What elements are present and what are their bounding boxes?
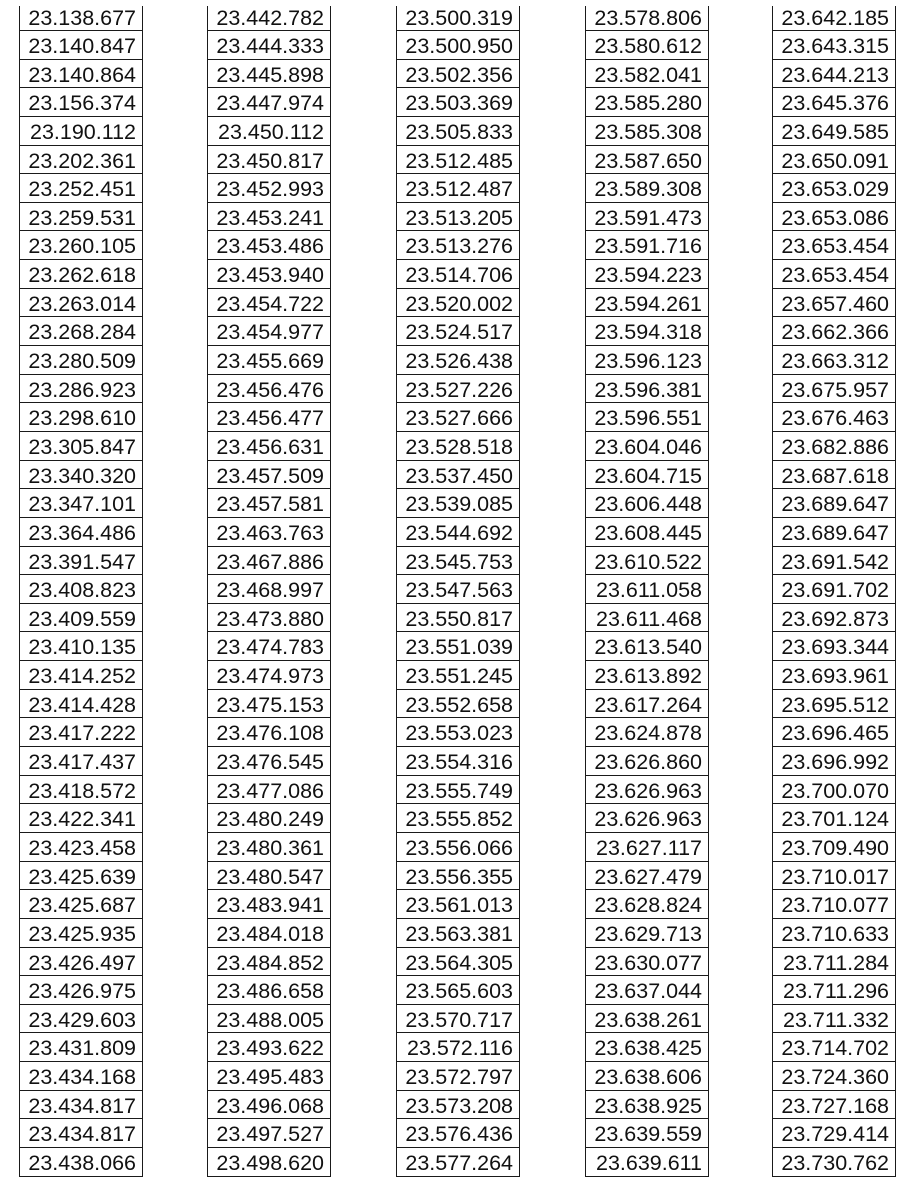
number-cell: 23.653.454 [773,231,895,260]
number-cell: 23.425.687 [20,890,142,919]
number-cell: 23.594.318 [586,317,708,346]
number-cell: 23.700.070 [773,776,895,805]
number-cell: 23.585.308 [586,117,708,146]
number-cell: 23.645.376 [773,88,895,117]
number-cell: 23.613.540 [586,632,708,661]
number-cell: 23.643.315 [773,31,895,60]
number-cell: 23.578.806 [586,6,708,31]
number-cell: 23.429.603 [20,1005,142,1034]
number-cell: 23.496.068 [208,1091,330,1120]
number-cell: 23.585.280 [586,88,708,117]
number-cell: 23.426.975 [20,976,142,1005]
number-cell: 23.298.610 [20,403,142,432]
number-cell: 23.454.977 [208,317,330,346]
number-cell: 23.570.717 [397,1005,519,1034]
number-cell: 23.434.168 [20,1062,142,1091]
number-cell: 23.480.361 [208,833,330,862]
number-cell: 23.565.603 [397,976,519,1005]
number-cell: 23.555.749 [397,776,519,805]
number-cell: 23.450.817 [208,146,330,175]
number-cell: 23.689.647 [773,518,895,547]
number-cell: 23.594.223 [586,260,708,289]
number-cell: 23.572.797 [397,1062,519,1091]
number-cell: 23.596.381 [586,375,708,404]
number-cell: 23.649.585 [773,117,895,146]
number-cell: 23.455.669 [208,346,330,375]
number-cell: 23.414.428 [20,690,142,719]
number-cell: 23.644.213 [773,60,895,89]
number-cell: 23.653.454 [773,260,895,289]
number-cell: 23.408.823 [20,575,142,604]
number-cell: 23.551.245 [397,661,519,690]
number-cell: 23.561.013 [397,890,519,919]
number-cell: 23.268.284 [20,317,142,346]
number-cell: 23.551.039 [397,632,519,661]
number-cell: 23.637.044 [586,976,708,1005]
number-cell: 23.555.852 [397,804,519,833]
number-cell: 23.410.135 [20,632,142,661]
number-cell: 23.639.611 [586,1148,708,1177]
number-cell: 23.675.957 [773,375,895,404]
number-cell: 23.484.852 [208,948,330,977]
number-cell: 23.453.486 [208,231,330,260]
number-cell: 23.587.650 [586,146,708,175]
number-cell: 23.140.864 [20,60,142,89]
number-cell: 23.138.677 [20,6,142,31]
number-cell: 23.442.782 [208,6,330,31]
number-cell: 23.286.923 [20,375,142,404]
number-cell: 23.259.531 [20,203,142,232]
number-cell: 23.477.086 [208,776,330,805]
number-cell: 23.417.222 [20,718,142,747]
number-cell: 23.604.715 [586,461,708,490]
number-cell: 23.280.509 [20,346,142,375]
number-cell: 23.483.941 [208,890,330,919]
number-cell: 23.503.369 [397,88,519,117]
number-cell: 23.689.647 [773,489,895,518]
number-cell: 23.493.622 [208,1033,330,1062]
number-cell: 23.576.436 [397,1119,519,1148]
number-cell: 23.444.333 [208,31,330,60]
number-cell: 23.626.963 [586,804,708,833]
number-cell: 23.414.252 [20,661,142,690]
number-cell: 23.527.666 [397,403,519,432]
number-cell: 23.627.117 [586,833,708,862]
number-cell: 23.693.961 [773,661,895,690]
number-cell: 23.608.445 [586,518,708,547]
number-cell: 23.596.123 [586,346,708,375]
number-cell: 23.642.185 [773,6,895,31]
number-cell: 23.539.085 [397,489,519,518]
number-column-3 [396,6,520,1177]
number-cell: 23.463.763 [208,518,330,547]
number-cell: 23.452.993 [208,174,330,203]
number-cell: 23.714.702 [773,1033,895,1062]
number-cell: 23.422.341 [20,804,142,833]
number-cell: 23.589.308 [586,174,708,203]
number-cell: 23.724.360 [773,1062,895,1091]
number-cell: 23.418.572 [20,776,142,805]
number-cell: 23.653.029 [773,174,895,203]
number-cell: 23.624.878 [586,718,708,747]
number-cell: 23.693.344 [773,632,895,661]
number-cell: 23.604.046 [586,432,708,461]
number-cell: 23.190.112 [20,117,142,146]
number-cell: 23.423.458 [20,833,142,862]
number-cell: 23.556.066 [397,833,519,862]
number-cell: 23.260.105 [20,231,142,260]
number-cell: 23.662.366 [773,317,895,346]
number-cell: 23.606.448 [586,489,708,518]
number-cell: 23.497.527 [208,1119,330,1148]
number-cell: 23.454.722 [208,289,330,318]
number-cell: 23.709.490 [773,833,895,862]
number-cell: 23.263.014 [20,289,142,318]
number-cell: 23.582.041 [586,60,708,89]
number-cell: 23.434.817 [20,1091,142,1120]
number-cell: 23.468.997 [208,575,330,604]
number-cell: 23.594.261 [586,289,708,318]
number-cell: 23.573.208 [397,1091,519,1120]
number-cell: 23.553.023 [397,718,519,747]
number-cell: 23.563.381 [397,919,519,948]
number-cell: 23.409.559 [20,604,142,633]
number-cell: 23.305.847 [20,432,142,461]
number-column-4 [585,6,709,1177]
number-cell: 23.610.522 [586,547,708,576]
number-cell: 23.524.517 [397,317,519,346]
number-cell: 23.425.639 [20,862,142,891]
number-cell: 23.453.241 [208,203,330,232]
number-cell: 23.591.716 [586,231,708,260]
number-cell: 23.638.261 [586,1005,708,1034]
number-cell: 23.628.824 [586,890,708,919]
number-cell: 23.474.973 [208,661,330,690]
number-cell: 23.495.483 [208,1062,330,1091]
number-cell: 23.447.974 [208,88,330,117]
number-cell: 23.457.509 [208,461,330,490]
number-cell: 23.691.542 [773,547,895,576]
number-cell: 23.512.487 [397,174,519,203]
number-cell: 23.513.276 [397,231,519,260]
number-cell: 23.445.898 [208,60,330,89]
number-cell: 23.480.547 [208,862,330,891]
number-cell: 23.347.101 [20,489,142,518]
number-cell: 23.639.559 [586,1119,708,1148]
number-cell: 23.475.153 [208,690,330,719]
number-cell: 23.729.414 [773,1119,895,1148]
number-cell: 23.617.264 [586,690,708,719]
number-cell: 23.711.332 [773,1005,895,1034]
number-cell: 23.450.112 [208,117,330,146]
number-cell: 23.505.833 [397,117,519,146]
number-cell: 23.500.319 [397,6,519,31]
number-cell: 23.514.706 [397,260,519,289]
number-cell: 23.653.086 [773,203,895,232]
number-cell: 23.425.935 [20,919,142,948]
number-cell: 23.550.817 [397,604,519,633]
number-cell: 23.638.925 [586,1091,708,1120]
number-cell: 23.711.284 [773,948,895,977]
number-cell: 23.417.437 [20,747,142,776]
number-cell: 23.520.002 [397,289,519,318]
number-cell: 23.580.612 [586,31,708,60]
number-cell: 23.577.264 [397,1148,519,1177]
number-cell: 23.626.963 [586,776,708,805]
number-cell: 23.544.692 [397,518,519,547]
number-cell: 23.453.940 [208,260,330,289]
number-cell: 23.488.005 [208,1005,330,1034]
number-cell: 23.456.476 [208,375,330,404]
number-cell: 23.554.316 [397,747,519,776]
number-cell: 23.611.058 [586,575,708,604]
number-cell: 23.611.468 [586,604,708,633]
number-cell: 23.591.473 [586,203,708,232]
number-cell: 23.527.226 [397,375,519,404]
number-cell: 23.691.702 [773,575,895,604]
number-cell: 23.696.465 [773,718,895,747]
number-cell: 23.596.551 [586,403,708,432]
number-cell: 23.537.450 [397,461,519,490]
number-cell: 23.650.091 [773,146,895,175]
number-cell: 23.340.320 [20,461,142,490]
number-cell: 23.630.077 [586,948,708,977]
number-cell: 23.687.618 [773,461,895,490]
number-cell: 23.480.249 [208,804,330,833]
number-cell: 23.512.485 [397,146,519,175]
number-cell: 23.627.479 [586,862,708,891]
number-column-2 [207,6,331,1177]
number-cell: 23.638.425 [586,1033,708,1062]
number-cell: 23.547.563 [397,575,519,604]
number-cell: 23.545.753 [397,547,519,576]
number-cell: 23.431.809 [20,1033,142,1062]
number-cell: 23.626.860 [586,747,708,776]
number-cell: 23.140.847 [20,31,142,60]
number-cell: 23.498.620 [208,1148,330,1177]
number-column-1 [19,6,143,1177]
number-cell: 23.710.633 [773,919,895,948]
number-cell: 23.467.886 [208,547,330,576]
number-cell: 23.484.018 [208,919,330,948]
number-cell: 23.202.361 [20,146,142,175]
number-cell: 23.710.017 [773,862,895,891]
number-cell: 23.629.713 [586,919,708,948]
number-cell: 23.434.817 [20,1119,142,1148]
number-cell: 23.682.886 [773,432,895,461]
number-cell: 23.676.463 [773,403,895,432]
number-cell: 23.701.124 [773,804,895,833]
number-cell: 23.486.658 [208,976,330,1005]
number-cell: 23.657.460 [773,289,895,318]
number-cell: 23.572.116 [397,1033,519,1062]
number-cell: 23.730.762 [773,1148,895,1177]
number-cell: 23.692.873 [773,604,895,633]
number-cell: 23.426.497 [20,948,142,977]
number-cell: 23.710.077 [773,890,895,919]
number-cell: 23.474.783 [208,632,330,661]
number-cell: 23.556.355 [397,862,519,891]
number-cell: 23.457.581 [208,489,330,518]
number-cell: 23.613.892 [586,661,708,690]
number-cell: 23.695.512 [773,690,895,719]
number-cell: 23.456.631 [208,432,330,461]
number-cell: 23.476.108 [208,718,330,747]
number-cell: 23.696.992 [773,747,895,776]
number-cell: 23.638.606 [586,1062,708,1091]
number-cell: 23.564.305 [397,948,519,977]
number-cell: 23.473.880 [208,604,330,633]
number-cell: 23.727.168 [773,1091,895,1120]
number-column-5 [772,6,896,1177]
number-cell: 23.438.066 [20,1148,142,1177]
number-cell: 23.364.486 [20,518,142,547]
number-cell: 23.456.477 [208,403,330,432]
number-cell: 23.513.205 [397,203,519,232]
number-cell: 23.391.547 [20,547,142,576]
number-cell: 23.528.518 [397,432,519,461]
number-cell: 23.552.658 [397,690,519,719]
number-cell: 23.526.438 [397,346,519,375]
number-cell: 23.663.312 [773,346,895,375]
number-cell: 23.262.618 [20,260,142,289]
number-cell: 23.156.374 [20,88,142,117]
number-cell: 23.502.356 [397,60,519,89]
number-cell: 23.252.451 [20,174,142,203]
number-cell: 23.711.296 [773,976,895,1005]
number-cell: 23.476.545 [208,747,330,776]
number-cell: 23.500.950 [397,31,519,60]
